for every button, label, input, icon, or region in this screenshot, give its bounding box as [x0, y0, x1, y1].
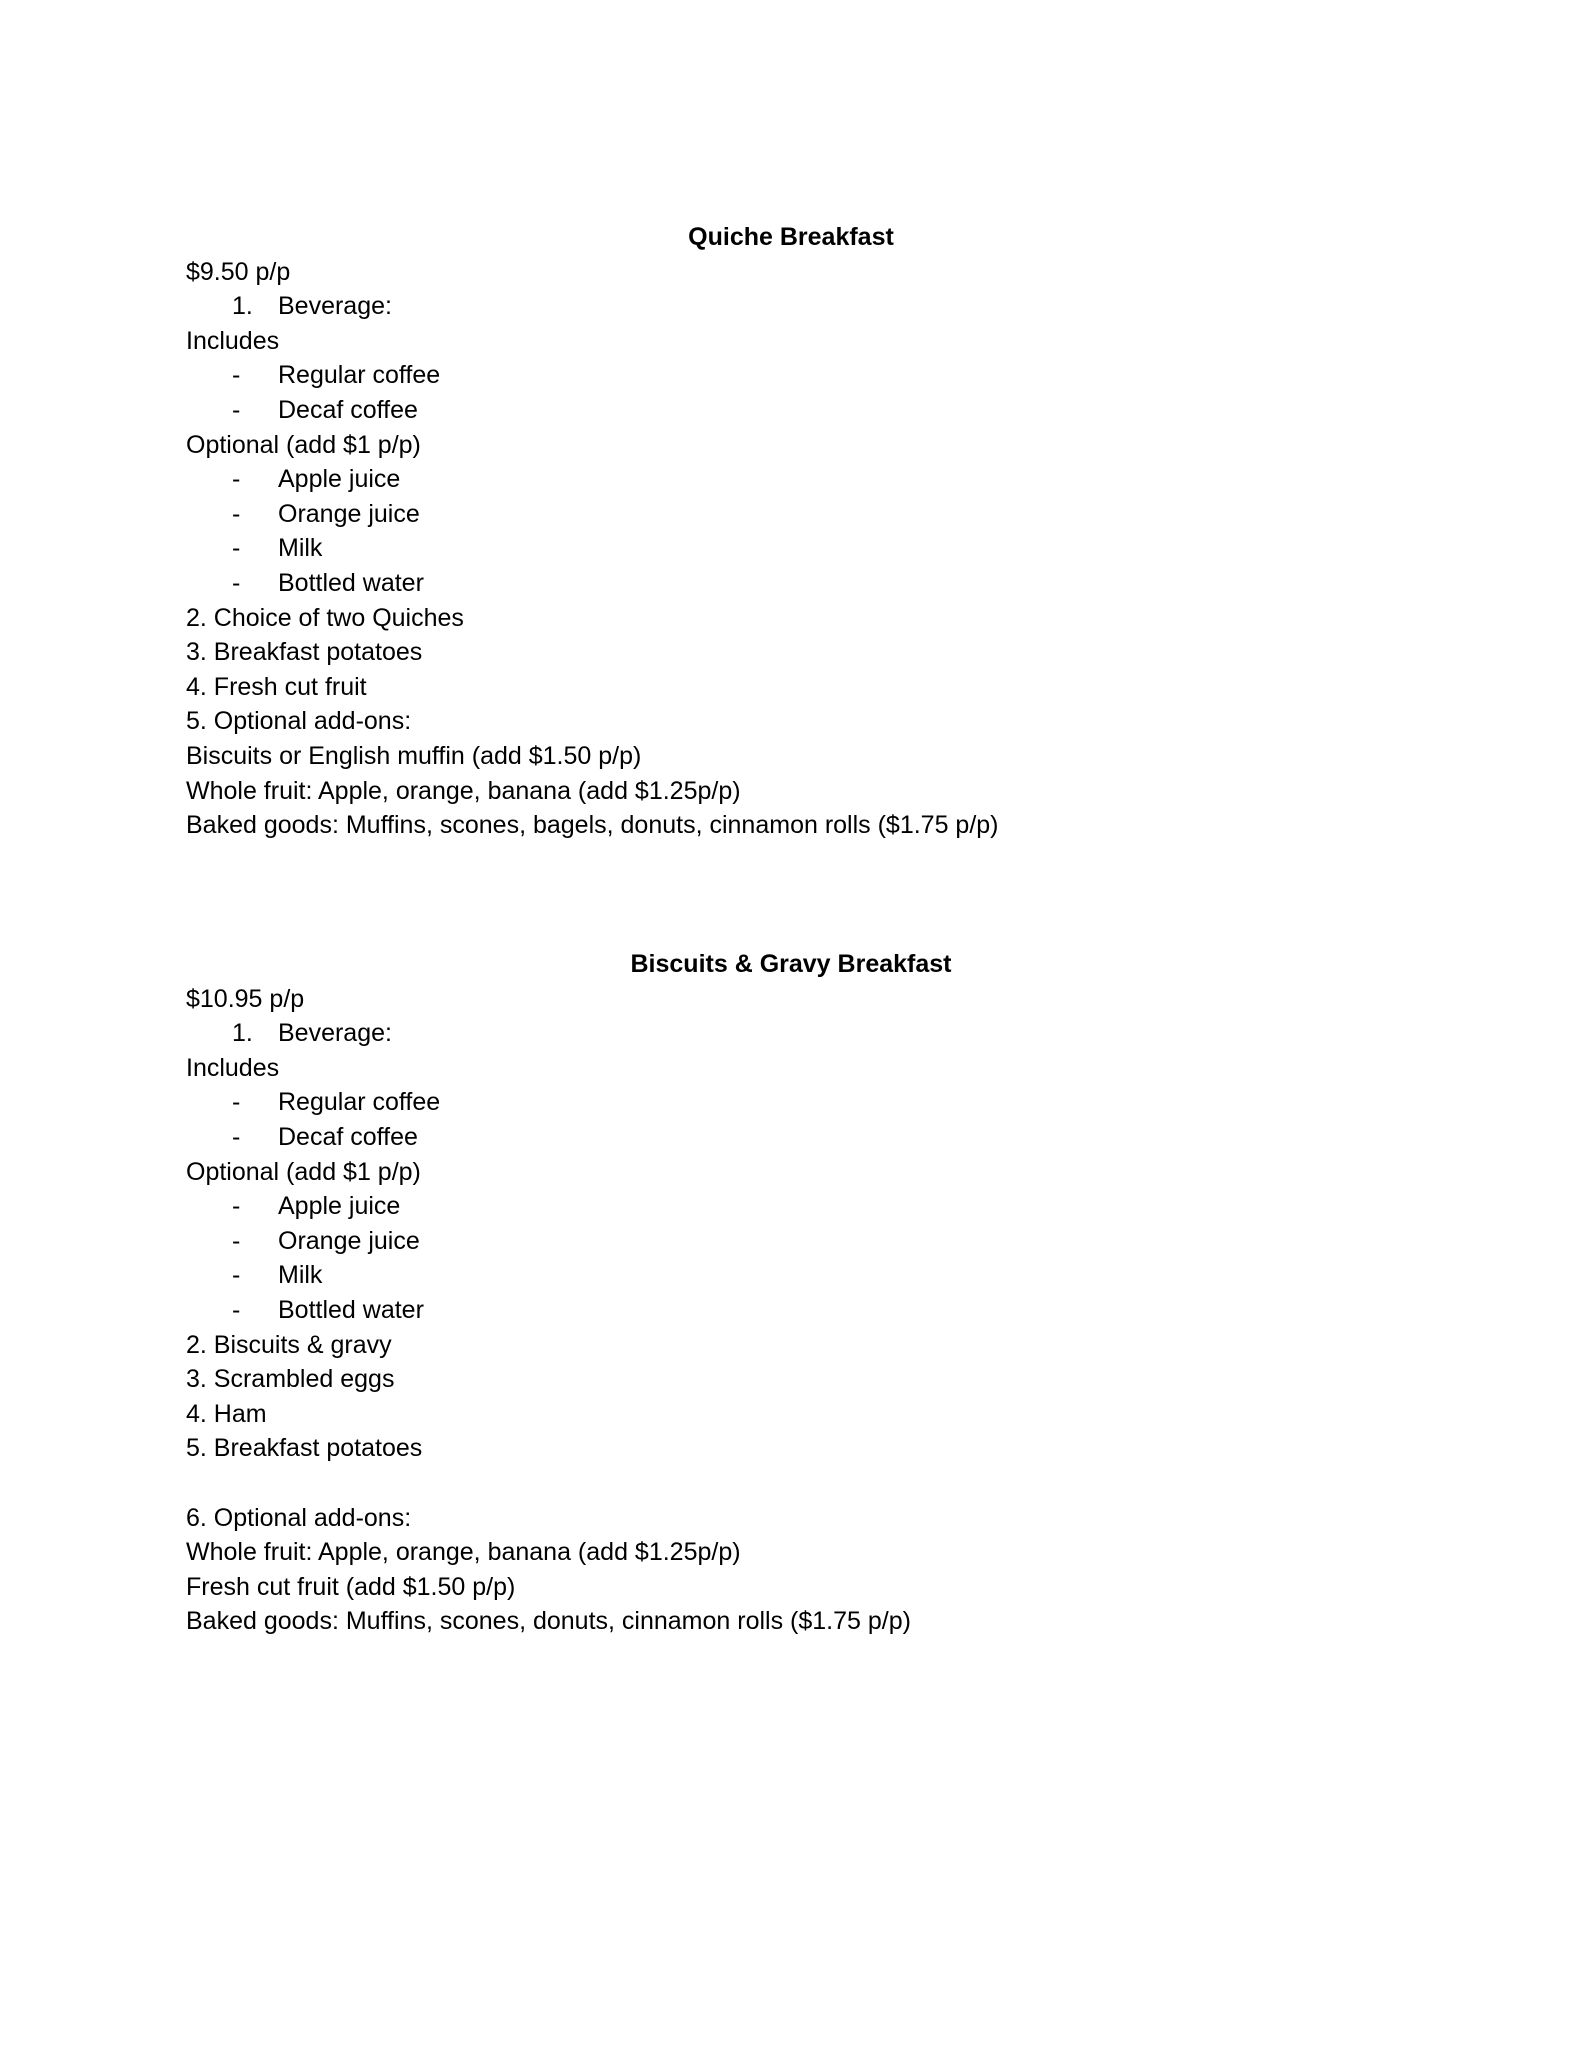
menu-item: 5. Breakfast potatoes — [186, 1434, 423, 1463]
price: $9.50 p/p — [186, 257, 291, 286]
menu-item: 2. Choice of two Quiches — [186, 603, 464, 632]
list-item: - Apple juice — [232, 465, 401, 494]
list-item: - Milk — [232, 1261, 323, 1290]
menu-item: 4. Fresh cut fruit — [186, 672, 367, 701]
beverage-heading — [186, 1016, 1396, 1051]
list-item: - Regular coffee — [232, 1088, 441, 1117]
menu-section-biscuits-gravy — [186, 947, 1396, 1639]
menu-item: 3. Scrambled eggs — [186, 1365, 395, 1394]
includes-label: Includes — [186, 1053, 280, 1082]
menu-item: 4. Ham — [186, 1399, 267, 1428]
beverage-label: Beverage: — [278, 1019, 392, 1048]
addon-item: Fresh cut fruit (add $1.50 p/p) — [186, 1572, 516, 1601]
addon-heading: 6. Optional add-ons: — [186, 1503, 412, 1532]
list-item: - Milk — [232, 534, 323, 563]
menu-item: 5. Optional add-ons: — [186, 707, 412, 736]
addon-item: Baked goods: Muffins, scones, donuts, cinnamon rolls ($1.75 p/p) — [186, 1607, 911, 1636]
price: $10.95 p/p — [186, 984, 305, 1013]
menu-item: 2. Biscuits & gravy — [186, 1330, 392, 1359]
optional-label: Optional (add $1 p/p) — [186, 430, 421, 459]
list-item: - Decaf coffee — [232, 395, 418, 424]
list-number: 1. — [232, 1019, 253, 1048]
section-title: Quiche Breakfast — [688, 223, 894, 251]
list-item: - Bottled water — [232, 1295, 424, 1324]
menu-section-quiche — [186, 220, 1396, 843]
blank-line — [186, 1466, 1396, 1501]
menu-item: 3. Breakfast potatoes — [186, 638, 423, 667]
optional-label: Optional (add $1 p/p) — [186, 1157, 421, 1186]
list-item: - Regular coffee — [232, 361, 441, 390]
beverage-heading — [186, 289, 1396, 324]
list-number: 1. — [232, 292, 253, 321]
list-item: - Apple juice — [232, 1192, 401, 1221]
addon-item: Whole fruit: Apple, orange, banana (add $1.25p/p) — [186, 1538, 741, 1567]
beverage-label: Beverage: — [278, 292, 392, 321]
list-item: - Bottled water — [232, 568, 424, 597]
addon-item: Biscuits or English muffin (add $1.50 p/p) — [186, 741, 642, 770]
list-item: - Decaf coffee — [232, 1122, 418, 1151]
section-title: Biscuits & Gravy Breakfast — [630, 950, 952, 978]
addon-item: Baked goods: Muffins, scones, bagels, donuts, cinnamon rolls ($1.75 p/p) — [186, 811, 999, 840]
includes-label: Includes — [186, 326, 280, 355]
list-item: - Orange juice — [232, 1226, 420, 1255]
addon-item: Whole fruit: Apple, orange, banana (add $1.25p/p) — [186, 776, 741, 805]
list-item: - Orange juice — [232, 499, 420, 528]
